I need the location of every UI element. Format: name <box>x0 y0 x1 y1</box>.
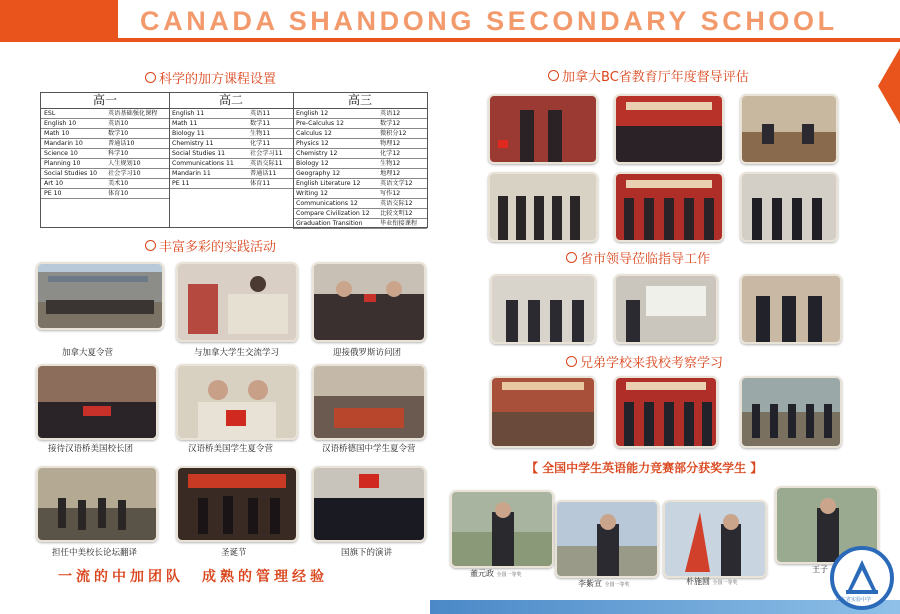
course-en: Chemistry 12 <box>293 149 377 159</box>
course-en: Writing 12 <box>293 189 377 199</box>
header-rule <box>118 38 900 42</box>
award-caption-3 <box>686 576 738 587</box>
course-en: Mandarin 11 <box>169 169 247 179</box>
photo-leader-2 <box>614 274 718 344</box>
course-en: Science 10 <box>41 149 105 159</box>
student-name: 李紫宣 <box>578 579 602 588</box>
course-en: Planning 10 <box>41 159 105 169</box>
course-cn: 微积分12 <box>377 129 427 139</box>
course-en: Math 11 <box>169 119 247 129</box>
course-cn: 化学12 <box>377 149 427 159</box>
logo-text: 山东省实验中学 <box>836 597 872 603</box>
photo-summer-camp <box>36 262 164 330</box>
student-name: 董元政 <box>470 569 494 578</box>
course-en: Communications 12 <box>293 199 377 209</box>
photo-sister-3 <box>740 376 842 448</box>
photo-bc-3 <box>740 94 838 164</box>
section-leaders-label: 省市领导莅临指导工作 <box>580 252 711 267</box>
section-leaders <box>566 248 710 267</box>
student-name: 王子 <box>812 565 828 574</box>
photo-bc-1 <box>488 94 598 164</box>
course-cn: 英语交际12 <box>377 199 427 209</box>
course-cn: 体育11 <box>247 179 293 189</box>
course-en: English 10 <box>41 119 105 129</box>
course-en: Compare Civilization 12 <box>293 209 377 219</box>
course-en: Calculus 12 <box>293 129 377 139</box>
course-en: Graduation Transition <box>293 219 377 229</box>
course-cn: 数学11 <box>247 119 293 129</box>
photo-award-2 <box>555 500 659 578</box>
award-caption-2 <box>578 578 630 589</box>
photo-sister-1 <box>490 376 596 448</box>
caption: 加拿大夏令营 <box>62 348 114 358</box>
section-bc-eval-label: 加拿大BC省教育厅年度督导评估 <box>562 70 749 85</box>
course-en: PE 10 <box>41 189 105 199</box>
slogan: 一流的中加团队 成熟的管理经验 <box>58 569 328 585</box>
course-cn: 地理12 <box>377 169 427 179</box>
caption: 接待汉语桥美国校长团 <box>48 444 134 454</box>
caption: 汉语桥德国中学生夏令营 <box>322 444 416 454</box>
course-cn: 人生规划10 <box>105 159 169 169</box>
photo-award-3 <box>663 500 767 578</box>
page-title: CANADA SHANDONG SECONDARY SCHOOL <box>140 6 838 36</box>
section-sister <box>566 352 723 371</box>
photo-forum <box>36 466 158 542</box>
course-cn: 英语交际11 <box>247 159 293 169</box>
photo-leader-3 <box>740 274 842 344</box>
course-en: Biology 12 <box>293 159 377 169</box>
course-cn: 英语11 <box>247 109 293 119</box>
section-bc-eval <box>548 66 749 85</box>
course-cn: 科学10 <box>105 149 169 159</box>
course-cn: 社会学习11 <box>247 149 293 159</box>
caption: 圣诞节 <box>221 548 247 558</box>
section-activities-label: 丰富多彩的实践活动 <box>159 240 277 255</box>
photo-award-1 <box>450 490 554 568</box>
course-cn: 生物12 <box>377 159 427 169</box>
course-en: Physics 12 <box>293 139 377 149</box>
course-en: ESL <box>41 109 105 119</box>
student-rank: 全国一等奖 <box>712 580 738 586</box>
course-en: Social Studies 10 <box>41 169 105 179</box>
section-courses <box>145 68 276 87</box>
course-table <box>40 92 428 228</box>
award-banner: 【 全国中学生英语能力竞赛部分获奖学生 】 <box>526 461 763 475</box>
student-rank: 全国一等奖 <box>496 572 522 578</box>
photo-german-students <box>312 364 426 440</box>
course-cn: 英语10 <box>105 119 169 129</box>
course-en: Pre-Calculus 12 <box>293 119 377 129</box>
course-en: Art 10 <box>41 179 105 189</box>
course-cn: 社会学习10 <box>105 169 169 179</box>
course-en: Geography 12 <box>293 169 377 179</box>
header-accent-block <box>0 0 118 42</box>
caption: 国旗下的演讲 <box>341 548 393 558</box>
course-en: Math 10 <box>41 129 105 139</box>
course-cn: 写作12 <box>377 189 427 199</box>
grade-column-3 <box>293 93 427 227</box>
grade-column-2 <box>169 93 293 227</box>
photo-christmas <box>176 466 298 542</box>
student-name: 朴施圆 <box>686 577 710 586</box>
grade-header: 高三 <box>293 93 427 109</box>
photo-exchange <box>176 262 298 342</box>
photo-leader-1 <box>490 274 596 344</box>
photo-sister-2 <box>614 376 718 448</box>
course-en: English 12 <box>293 109 377 119</box>
caption: 汉语桥美国学生夏令营 <box>188 444 274 454</box>
photo-bc-6 <box>740 172 838 242</box>
photo-us-students <box>176 364 298 440</box>
grade-header: 高一 <box>41 93 169 109</box>
course-en: English Literature 12 <box>293 179 377 189</box>
course-cn: 化学11 <box>247 139 293 149</box>
grade-header: 高二 <box>169 93 293 109</box>
photo-bc-4 <box>488 172 598 242</box>
course-en: English 11 <box>169 109 247 119</box>
course-cn: 数学12 <box>377 119 427 129</box>
course-cn: 物理12 <box>377 139 427 149</box>
section-sister-label: 兄弟学校来我校考察学习 <box>580 356 724 371</box>
section-activities <box>145 236 276 255</box>
table-divider <box>169 93 170 227</box>
course-cn: 英语12 <box>377 109 427 119</box>
section-courses-label: 科学的加方课程设置 <box>159 72 277 87</box>
award-caption-1 <box>470 568 522 579</box>
course-en: Mandarin 10 <box>41 139 105 149</box>
photo-bc-2 <box>614 94 724 164</box>
grade-column-1 <box>41 93 169 227</box>
course-en: Chemistry 11 <box>169 139 247 149</box>
course-cn: 毕业衔接课程 <box>377 219 427 229</box>
student-rank: 全国一等奖 <box>604 582 630 588</box>
course-cn: 体育10 <box>105 189 169 199</box>
photo-us-principals <box>36 364 158 440</box>
course-cn: 英语文学12 <box>377 179 427 189</box>
course-cn: 比较文明12 <box>377 209 427 219</box>
caption: 与加拿大学生交流学习 <box>194 348 280 358</box>
caption: 迎接俄罗斯访问团 <box>333 348 402 358</box>
course-en: Communications 11 <box>169 159 247 169</box>
course-en: Biology 11 <box>169 129 247 139</box>
school-logo <box>830 546 894 610</box>
photo-flag-speech <box>312 466 426 542</box>
course-cn: 普通话10 <box>105 139 169 149</box>
course-cn: 美术10 <box>105 179 169 189</box>
edge-decoration <box>878 48 900 124</box>
photo-bc-5 <box>614 172 724 242</box>
course-cn: 英语基础强化课程 <box>105 109 169 119</box>
course-en: PE 11 <box>169 179 247 189</box>
photo-russia-delegation <box>312 262 426 342</box>
course-cn: 数学10 <box>105 129 169 139</box>
course-en: Social Studies 11 <box>169 149 247 159</box>
table-divider <box>293 93 294 227</box>
award-caption-4 <box>812 564 828 575</box>
course-cn: 普通话11 <box>247 169 293 179</box>
course-cn: 生物11 <box>247 129 293 139</box>
caption: 担任中美校长论坛翻译 <box>52 548 138 558</box>
